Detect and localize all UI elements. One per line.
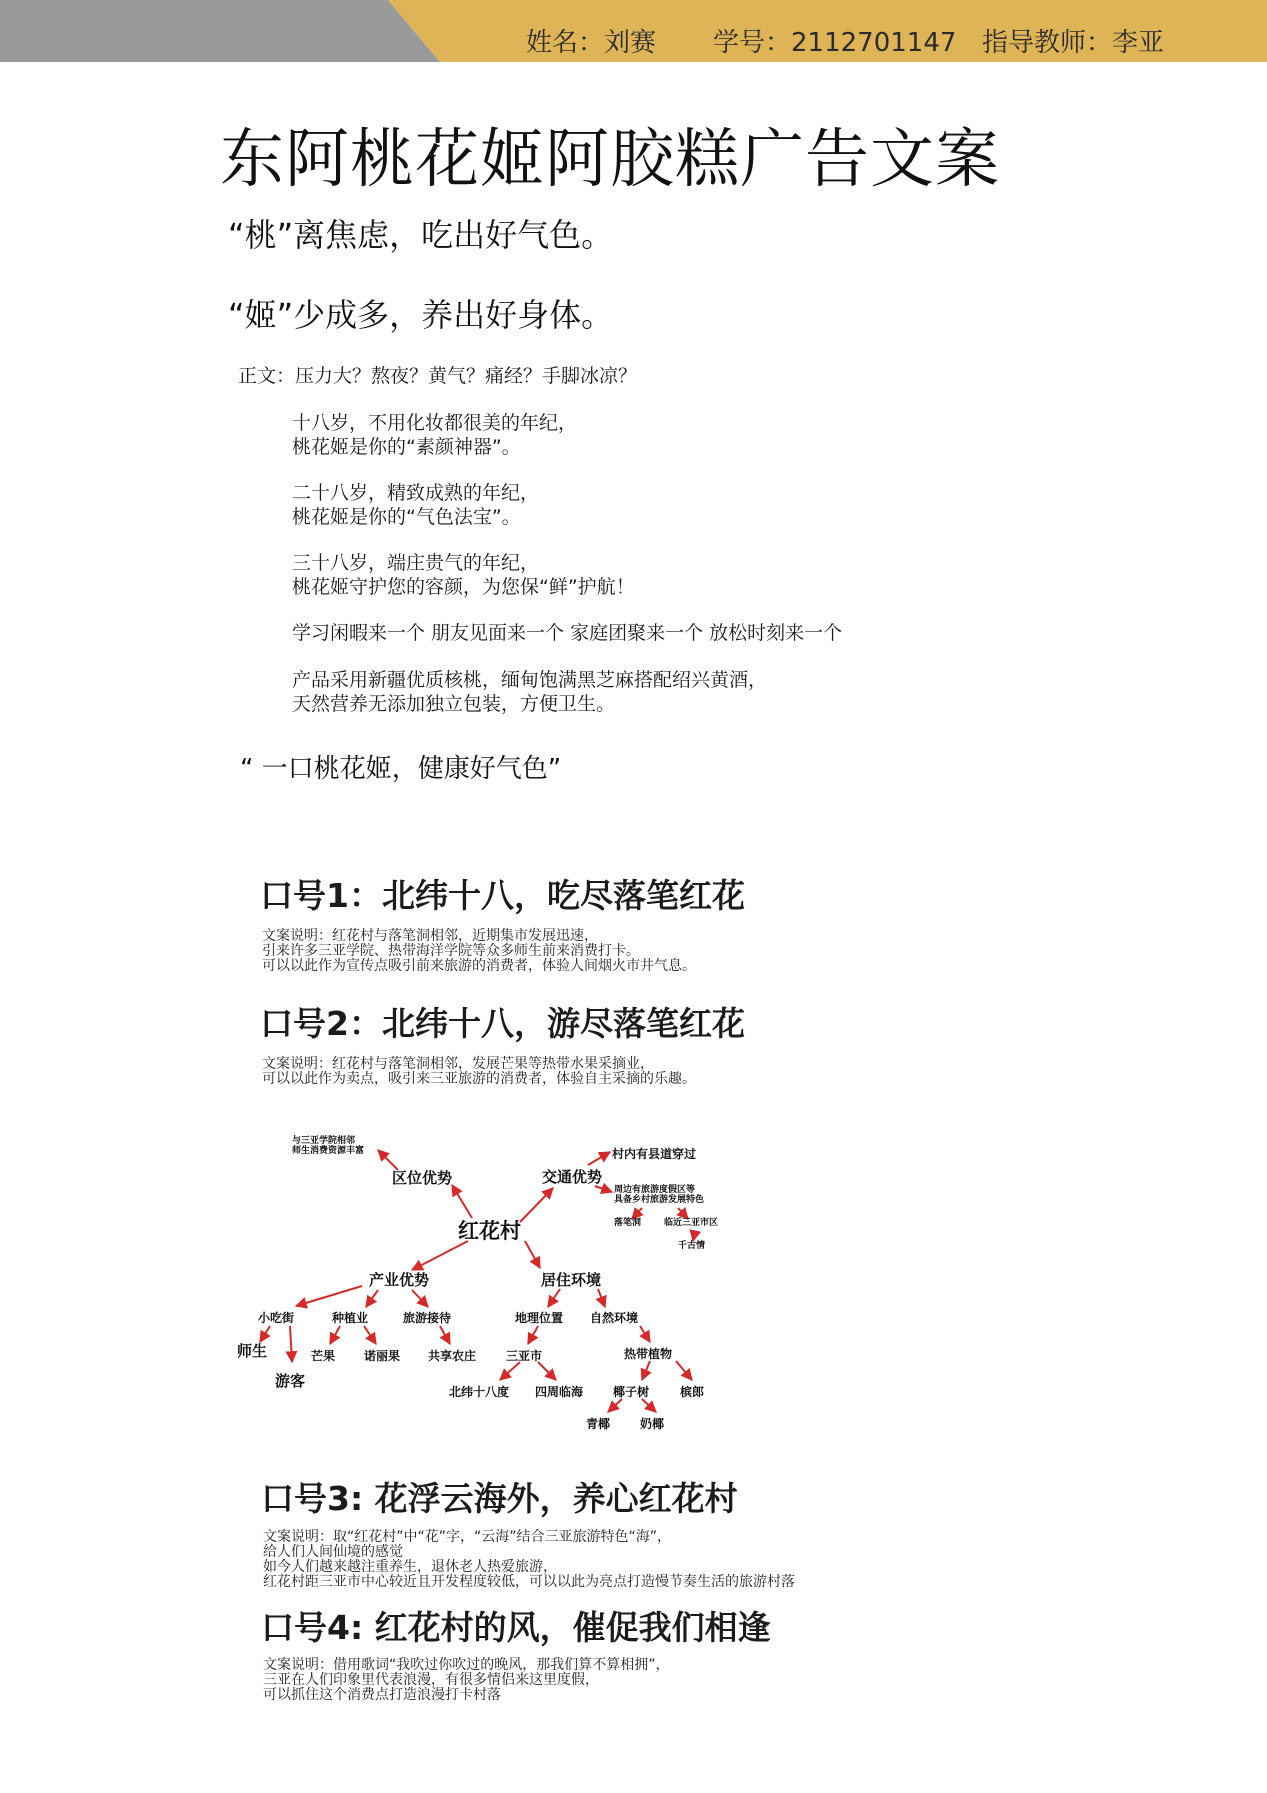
mm-tourists: 游客 — [275, 1372, 306, 1390]
ad-paragraph-line: 学习闲暇来一个 朋友见面来一个 家庭团聚来一个 放松时刻来一个 — [292, 622, 843, 644]
arrow-center-location — [452, 1185, 472, 1218]
ad-paragraph-line: 桃花姬守护您的容颜，为您保“鲜”护航！ — [292, 576, 635, 598]
arrow-sanya-lat18 — [500, 1362, 520, 1380]
slogan-4-heading: 口号4: 红花村的风，催促我们相逢 — [261, 1608, 771, 1647]
note-line: 引来许多三亚学院、热带海洋学院等众多师生前来消费打卡。 — [262, 943, 640, 959]
arrow-sanya-sea — [538, 1362, 556, 1380]
arrow-living-geo — [548, 1289, 560, 1307]
ad-paragraph-line: 产品采用新疆优质核桃，缅甸饱满黑芝麻搭配绍兴黄酒， — [292, 669, 768, 691]
note-line: 可以以此作为卖点，吸引来三亚旅游的消费者，体验自主采摘的乐趣。 — [262, 1071, 696, 1087]
note-line: 如今人们越来越注重养生，退休老人热爱旅游， — [263, 1559, 557, 1575]
note-line: 文案说明：借用歌词“我吹过你吹过的晚风，那我们算不算相拥”， — [263, 1657, 670, 1673]
note-line: 给人们人间仙境的感觉 — [263, 1544, 403, 1560]
note-line: 红花村距三亚市中心较近且开发程度较低，可以以此为亮点打造慢节奏生活的旅游村落 — [263, 1574, 795, 1590]
arrow-snack-tourists — [290, 1326, 292, 1362]
mm-shared-farm: 共享农庄 — [428, 1349, 477, 1363]
mm-luobidong: 落笔洞 — [614, 1218, 642, 1228]
mm-traffic-near-line: 周边有旅游度假区等 — [614, 1185, 696, 1195]
arrow-natural-tropical — [640, 1326, 650, 1342]
arrow-coconut-milk — [642, 1399, 656, 1412]
mm-location-note-line: 师生消费资源丰富 — [292, 1146, 365, 1156]
slogan-2-notes — [262, 1057, 696, 1087]
mm-living-env: 居住环境 — [541, 1271, 602, 1289]
mm-teachers: 师生 — [237, 1342, 268, 1360]
arrow-living-natural — [598, 1289, 605, 1307]
note-line: 文案说明：取“红花村”中“花”字，“云海”结合三亚旅游特色“海”， — [263, 1529, 672, 1545]
note-line: 文案说明：红花村与落笔洞相邻，发展芒果等热带水果采摘业， — [262, 1056, 654, 1072]
mm-traffic-near-line: 具备乡村旅游发展特色 — [614, 1195, 705, 1205]
ad-title: 东阿桃花姬阿胶糕广告文案 — [220, 123, 1000, 197]
ad-paragraph-5 — [292, 668, 767, 716]
ad-paragraph-line: 桃花姬是你的“素颜神器”。 — [292, 436, 521, 458]
ad-body-intro: 正文：压力大？熬夜？黄气？痛经？手脚冰凉？ — [238, 365, 638, 387]
arrow-industry-reception — [412, 1290, 428, 1307]
mm-location-note — [292, 1136, 364, 1156]
arrow-center-traffic — [520, 1188, 553, 1222]
ad-paragraph-3 — [292, 551, 635, 599]
mm-industry: 产业优势 — [369, 1271, 430, 1289]
mm-noni: 诺丽果 — [364, 1349, 401, 1363]
slogan-1-notes — [262, 929, 696, 974]
mm-tropical-plants: 热带植物 — [624, 1347, 673, 1361]
note-line: 三亚在人们印象里代表浪漫，有很多情侣来这里度假， — [263, 1672, 599, 1688]
mm-mango: 芒果 — [311, 1349, 336, 1363]
mm-location-adv: 区位优势 — [392, 1169, 453, 1187]
mm-lat18: 北纬十八度 — [449, 1385, 510, 1399]
header-student-id: 学号：2112701147 — [713, 28, 957, 58]
mm-tourism-reception: 旅游接待 — [403, 1311, 452, 1325]
ad-paragraph-1 — [292, 411, 577, 459]
slogan-3-notes — [263, 1530, 795, 1590]
ad-paragraph-2 — [292, 481, 539, 529]
mm-traffic-road: 村内有县道穿过 — [612, 1147, 697, 1161]
arrow-center-living — [525, 1241, 540, 1268]
mm-traffic-adv: 交通优势 — [542, 1168, 603, 1186]
note-line: 可以抓住这个消费点打造浪漫打卡村落 — [263, 1687, 501, 1703]
arrow-center-industry — [412, 1241, 468, 1270]
header-gray-band — [0, 0, 440, 62]
arrow-planting-mango — [330, 1326, 340, 1344]
slogan-1-heading: 口号1：北纬十八，吃尽落笔红花 — [260, 876, 745, 915]
slogan-3-heading: 口号3: 花浮云海外，养心红花村 — [261, 1479, 738, 1518]
header-teacher: 指导教师：李亚 — [982, 28, 1165, 58]
mm-natural-env: 自然环境 — [590, 1311, 639, 1325]
ad-paragraph-4 — [292, 621, 842, 645]
header-name: 姓名：刘赛 — [526, 28, 657, 58]
mm-qianguqing: 千古情 — [678, 1241, 706, 1251]
mm-snack-street: 小吃街 — [258, 1311, 295, 1325]
arrow-tropical-coconut — [642, 1361, 650, 1380]
arrow-geo-sanya — [528, 1326, 538, 1344]
mm-green-coconut: 青椰 — [586, 1417, 611, 1431]
slogan-2-heading: 口号2：北纬十八，游尽落笔红花 — [260, 1004, 745, 1043]
ad-paragraph-line: 天然营养无添加独立包装，方便卫生。 — [292, 693, 616, 715]
mm-sanya-city: 三亚市 — [506, 1349, 543, 1363]
arrow-industry-planting — [366, 1290, 378, 1307]
mm-coconut-forest: 椰子树 — [613, 1385, 650, 1399]
mm-location-note-line: 与三亚学院相邻 — [292, 1136, 356, 1146]
note-line: 可以以此作为宣传点吸引前来旅游的消费者，体验人间烟火市井气息。 — [262, 958, 696, 974]
note-line: 文案说明：红花村与落笔洞相邻，近期集市发展迅速， — [262, 928, 598, 944]
arrow-industry-snack — [296, 1286, 362, 1306]
ad-slogan-2: “姬”少成多，养出好身体。 — [228, 296, 614, 334]
mm-near-sanya: 临近三亚市区 — [664, 1218, 719, 1228]
mm-areca: 槟郎 — [680, 1385, 705, 1399]
mm-planting: 种植业 — [332, 1311, 369, 1325]
ad-paragraph-line: 十八岁，不用化妆都很美的年纪， — [292, 412, 578, 434]
mm-sea-around: 四周临海 — [535, 1385, 584, 1399]
arrow-coconut-green — [608, 1399, 622, 1412]
arrow-tropical-areca — [676, 1361, 692, 1380]
arrow-planting-noni — [364, 1326, 376, 1344]
mm-center: 红花村 — [458, 1219, 521, 1243]
slogan-4-notes — [263, 1658, 670, 1703]
ad-closing: “ 一口桃花姬，健康好气色” — [240, 754, 562, 784]
ad-paragraph-line: 桃花姬是你的“气色法宝”。 — [292, 506, 521, 528]
arrow-sanya-qianguqing — [693, 1232, 695, 1241]
ad-slogan-1: “桃”离焦虑，吃出好气色。 — [228, 216, 614, 254]
ad-paragraph-line: 二十八岁，精致成熟的年纪， — [292, 482, 540, 504]
mm-milk-coconut: 奶椰 — [640, 1417, 665, 1431]
arrow-reception-farm — [440, 1326, 450, 1344]
mm-traffic-near — [614, 1185, 704, 1205]
ad-paragraph-line: 三十八岁，端庄贵气的年纪， — [292, 552, 540, 574]
arrow-traffic-road — [588, 1152, 610, 1165]
mm-geo-location: 地理位置 — [515, 1311, 564, 1325]
